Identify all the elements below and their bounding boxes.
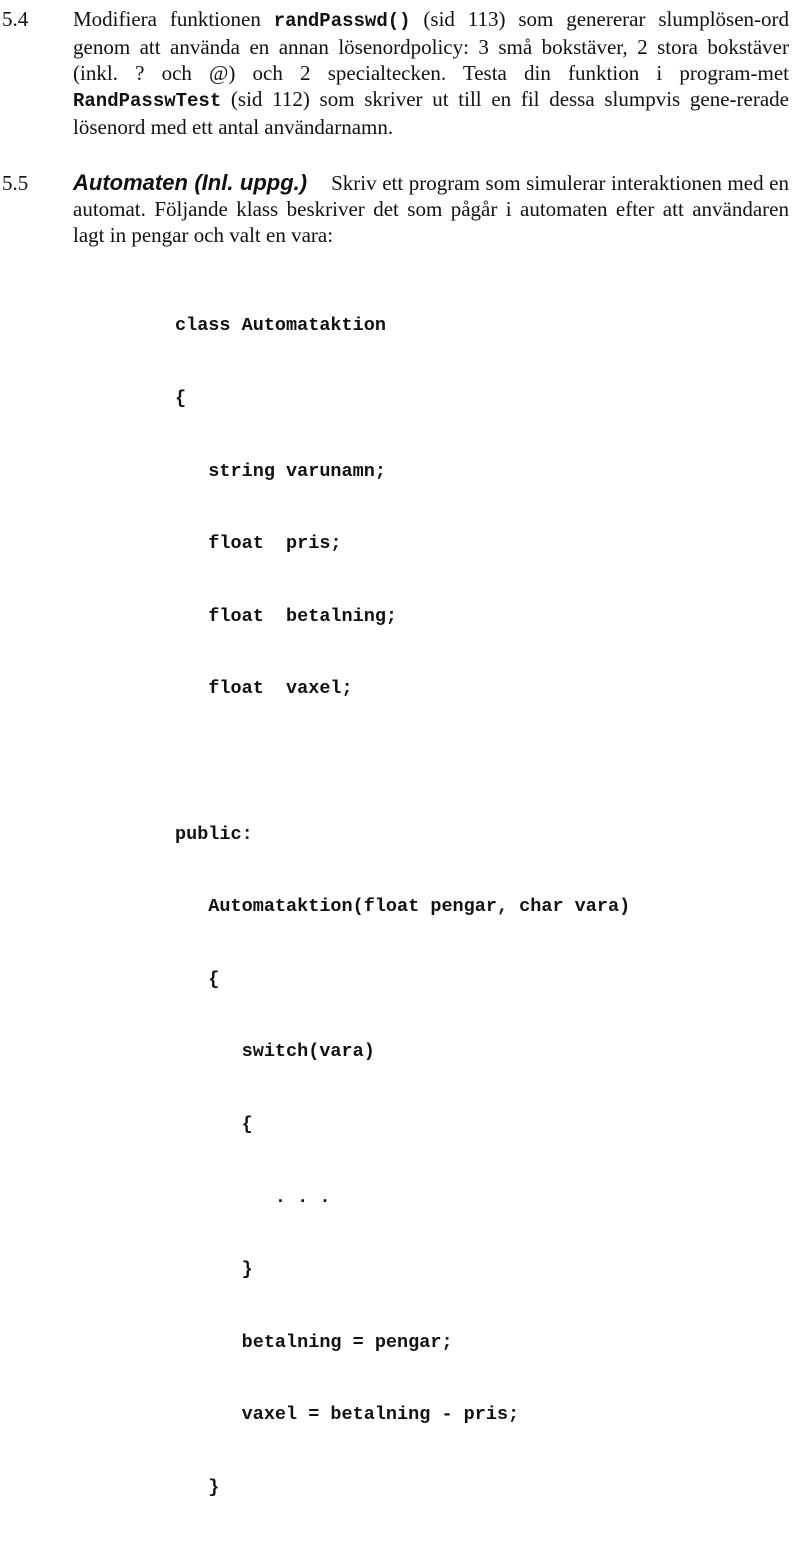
exercise-title: Automaten (Inl. uppg.)	[73, 170, 308, 195]
exercise-number: 5.4	[2, 7, 29, 31]
exercise-text-part: Skriv ett program som simulerar interaktionen med en automat. Följande klass beskriver det som pågår i automaten efter att användaren lagt in pengar och valt en vara:	[73, 171, 790, 247]
exercise-text	[73, 170, 789, 248]
function-name: randPasswd()	[273, 10, 411, 32]
code-line: vaxel = betalning - pris;	[175, 1404, 520, 1426]
code-line	[175, 750, 630, 774]
exercise-text-part: (sid 113) som genererar slumplösen-ord genom att använda en annan lösenordpolicy: 3 små bokstäver, 2 stora bokstäver (inkl. ? och @) och 2 specialtecken. Testa din funktion i program-met	[73, 7, 790, 85]
code-line: . . .	[175, 1186, 331, 1208]
code-line: }	[175, 1259, 253, 1281]
code-line: {	[175, 968, 220, 990]
code-line: class Automataktion	[175, 315, 386, 337]
code-line: }	[175, 1476, 220, 1498]
code-line: float betalning;	[175, 605, 398, 627]
code-line: {	[175, 388, 187, 409]
program-name: RandPasswTest	[73, 90, 222, 112]
code-line: Automataktion(float pengar, char vara)	[175, 896, 631, 918]
code-line: betalning = pengar;	[175, 1331, 453, 1353]
exercise-text	[73, 6, 789, 140]
code-line: switch(vara)	[175, 1041, 375, 1063]
code-line: {	[175, 1113, 253, 1135]
code-listing	[175, 266, 630, 1549]
exercise-number: 5.5	[2, 171, 29, 195]
exercise-text-part: (sid 112) som skriver ut till en fil dessa slumpvis gene-rerade lösenord med ett antal användarnamn.	[73, 87, 789, 139]
exercise-text-part: Modifiera funktionen	[73, 7, 274, 31]
code-line: float vaxel;	[175, 678, 353, 700]
code-line: float pris;	[175, 533, 342, 555]
code-line: string varunamn;	[175, 460, 386, 482]
code-line: public:	[175, 823, 253, 845]
